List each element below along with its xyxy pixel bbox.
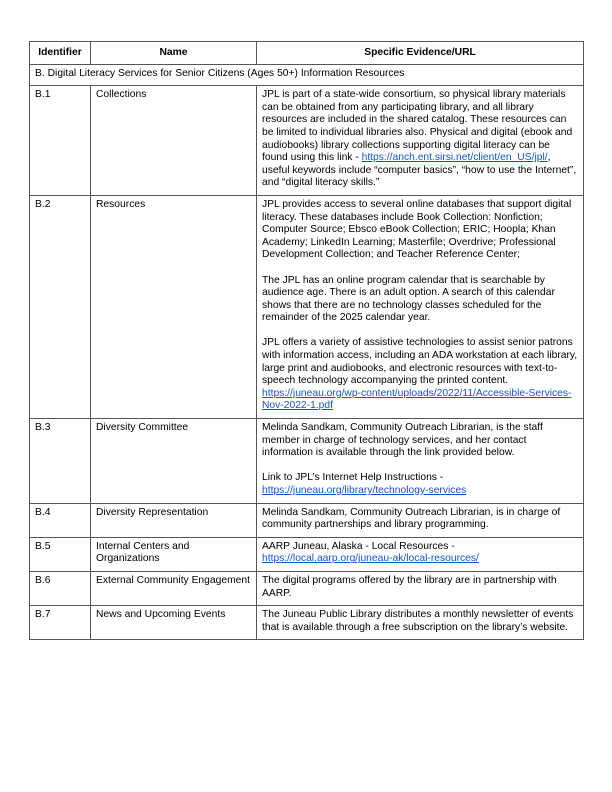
row-identifier: B.1 [30,86,91,196]
evidence-text: , useful keywords include “computer basics”, “how to use the Internet”, and “digital literacy skills.” [262,152,577,189]
evidence-text: The digital programs offered by the library are in partnership with AARP. [262,574,557,599]
table-row [30,419,584,504]
row-identifier: B.4 [30,503,91,537]
evidence-text: The Juneau Public Library distributes a monthly newsletter of events that is available through a free subscription on the library’s website. [262,609,574,633]
row-evidence [257,503,584,537]
row-identifier: B.5 [30,537,91,571]
row-name: Diversity Representation [91,503,257,537]
header-evidence: Specific Evidence/URL [257,42,584,65]
table-row [30,606,584,640]
table-row [30,503,584,537]
header-name: Name [91,42,257,65]
row-identifier: B.7 [30,606,91,640]
catalog-link[interactable]: https://anch.ent.sirsi.net/client/en_US/jpl/ [361,152,548,164]
table-row [30,571,584,605]
evidence-text: AARP Juneau, Alaska - Local Resources - [262,540,455,552]
row-identifier: B.3 [30,419,91,504]
row-evidence [257,195,584,418]
table-row [30,86,584,196]
table-row [30,537,584,571]
evidence-text: Link to JPL’s Internet Help Instructions - [262,472,444,484]
row-evidence [257,419,584,504]
row-name: News and Upcoming Events [91,606,257,640]
row-evidence [257,537,584,571]
evidence-text: Melinda Sandkam, Community Outreach Librarian, is in charge of community partnerships and library programming. [262,506,561,531]
row-identifier: B.2 [30,195,91,418]
row-name: Diversity Committee [91,419,257,504]
row-evidence [257,571,584,605]
section-row [30,64,584,86]
evidence-text: JPL offers a variety of assistive technologies to assist senior patrons with information access, including an ADA workstation at each library, large print and audiobooks, and electronic resources with text-to-speech technology accompanying the printed content. [262,337,578,387]
header-identifier: Identifier [30,42,91,65]
evidence-text: JPL provides access to several online databases that support digital literacy. These databases include Book Collection: Nonfiction; Computer Source; Ebsco eBook Collection; ERIC; Hoopla; Khan Academy; LinkedIn Learning; Masterfile; Overdrive; Professional Development Collection; and Teacher Reference Center; [262,198,572,261]
row-name: Collections [91,86,257,196]
row-evidence [257,86,584,196]
table-row [30,195,584,418]
aarp-resources-link[interactable]: https://local.aarp.org/juneau-ak/local-resources/ [262,553,479,565]
evidence-text: The JPL has an online program calendar that is searchable by audience age. There is an adult option. A search of this calendar shows that there are no technology classes scheduled for the remainder of the 2025 calendar year. [262,274,555,324]
row-name: External Community Engagement [91,571,257,605]
section-title: B. Digital Literacy Services for Senior Citizens (Ages 50+) Information Resources [30,64,584,86]
row-identifier: B.6 [30,571,91,605]
technology-services-link[interactable]: https://juneau.org/library/technology-services [262,485,467,496]
row-name: Resources [91,195,257,418]
row-name: Internal Centers and Organizations [91,537,257,571]
header-row [30,42,584,65]
row-evidence [257,606,584,640]
evidence-text: JPL is part of a state-wide consortium, so physical library materials can be obtained from any participating library, and all library resources are included in the shared catalog. These resources can be limited to individual libraries also. Physical and digital (ebook and audiobooks) library collections supporting digital literacy can be found using this link - [262,89,573,164]
evidence-table [29,41,584,640]
accessible-services-link[interactable]: https://juneau.org/wp-content/uploads/2022/11/Accessible-Services-Nov-2022-1.pdf [262,387,572,412]
evidence-text: Melinda Sandkam, Community Outreach Librarian, is the staff member in charge of technology services, and her contact information is available through the link provided below. [262,422,543,459]
